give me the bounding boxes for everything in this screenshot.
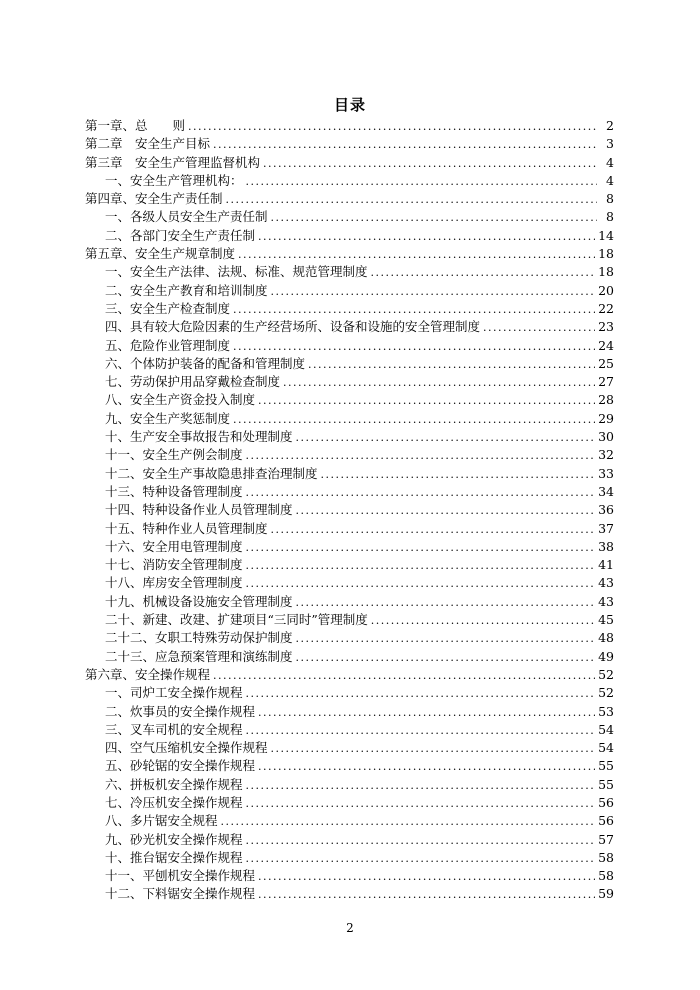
dot-leader: [296, 502, 596, 520]
toc-entry-label: 二十二、女职工特殊劳动保护制度: [105, 630, 293, 646]
toc-entry[interactable]: [85, 172, 614, 190]
toc-entry-label: 十一、平刨机安全操作规程: [105, 868, 256, 884]
dot-leader: [246, 777, 596, 795]
dot-leader: [258, 392, 595, 410]
toc-entry-page: 56: [598, 794, 614, 810]
dot-leader: [271, 283, 596, 301]
dot-leader: [213, 667, 595, 685]
dot-leader: [296, 594, 596, 612]
toc-entry-label: 第五章、安全生产规章制度: [85, 246, 236, 262]
toc-entry-page: 52: [598, 666, 614, 682]
toc-entry-page: 8: [606, 191, 614, 207]
dot-leader: [258, 886, 595, 904]
dot-leader: [483, 319, 595, 337]
toc-entry-page: 52: [598, 685, 614, 701]
dot-leader: [258, 228, 595, 246]
toc-entry[interactable]: [85, 391, 614, 409]
toc-entry[interactable]: [85, 629, 614, 647]
dot-leader: [321, 466, 596, 484]
toc-entry-page: 20: [598, 282, 614, 298]
toc-entry-page: 57: [598, 831, 614, 847]
toc-entry-label: 九、安全生产奖惩制度: [105, 410, 231, 426]
toc-entry[interactable]: [85, 684, 614, 702]
toc-entry-page: 4: [606, 154, 614, 170]
toc-entry-page: 2: [606, 118, 614, 133]
toc-entry-label: 十、生产安全事故报告和处理制度: [105, 429, 293, 445]
toc-entry-label: 九、砂光机安全操作规程: [105, 831, 243, 847]
toc-entry-page: 32: [598, 447, 614, 463]
toc-entry-page: 37: [598, 520, 614, 536]
toc-entry-label: 一、司炉工安全操作规程: [105, 685, 243, 701]
toc-entry-page: 25: [598, 355, 614, 371]
toc-entry[interactable]: [85, 831, 614, 849]
toc-entry-page: 54: [598, 740, 614, 756]
toc-entry-page: 55: [598, 758, 614, 774]
toc-entry-page: 33: [598, 465, 614, 481]
toc-entry-page: 28: [598, 392, 614, 408]
toc-entry-page: 14: [598, 227, 614, 243]
toc-entry-label: 十、推台锯安全操作规程: [105, 849, 243, 865]
toc-entry-label: 三、叉车司机的安全规程: [105, 721, 243, 737]
toc-entry[interactable]: [85, 190, 614, 208]
toc-entry-page: 24: [598, 337, 614, 353]
toc-entry-page: 48: [598, 630, 614, 646]
dot-leader: [371, 612, 595, 630]
toc-entry[interactable]: [85, 593, 614, 611]
dot-leader: [246, 557, 596, 575]
dot-leader: [246, 850, 596, 868]
dot-leader: [296, 630, 596, 648]
toc-entry-label: 三、安全生产检查制度: [105, 300, 231, 316]
toc-entry[interactable]: [85, 885, 614, 903]
toc-entry[interactable]: [85, 483, 614, 501]
toc-entry-label: 第四章、安全生产责任制: [85, 191, 223, 207]
dot-leader: [246, 795, 596, 813]
toc-entry-label: 二十三、应急预案管理和演练制度: [105, 648, 293, 664]
toc-entry[interactable]: [85, 611, 614, 629]
toc-entry[interactable]: [85, 318, 614, 336]
toc-entry-label: 八、安全生产资金投入制度: [105, 392, 256, 408]
toc-entry-page: 29: [598, 410, 614, 426]
toc-entry-label: 六、个体防护装备的配备和管理制度: [105, 355, 306, 371]
toc-entry-label: 五、危险作业管理制度: [105, 337, 231, 353]
toc-entry[interactable]: [85, 263, 614, 281]
toc-entry-page: 59: [598, 886, 614, 902]
toc-entry-label: 八、多片锯安全规程: [105, 813, 218, 829]
dot-leader: [296, 429, 596, 447]
toc-entry[interactable]: [85, 812, 614, 830]
toc-entry[interactable]: [85, 794, 614, 812]
toc-entry-page: 54: [598, 721, 614, 737]
toc-entry-label: 第六章、安全操作规程: [85, 666, 211, 682]
dot-leader: [246, 832, 596, 850]
toc-entry[interactable]: [85, 337, 614, 355]
toc-entry-label: 十一、安全生产例会制度: [105, 447, 243, 463]
toc-entry-page: 36: [598, 502, 614, 518]
dot-leader: [246, 447, 596, 465]
toc-entry[interactable]: [85, 282, 614, 300]
toc-entry-page: 34: [598, 483, 614, 499]
toc-entry[interactable]: [85, 446, 614, 464]
toc-entry-page: 18: [598, 246, 614, 262]
toc-entry-page: 3: [606, 136, 614, 152]
toc-entry[interactable]: [85, 538, 614, 556]
toc-entry-label: 二、安全生产教育和培训制度: [105, 282, 268, 298]
dot-leader: [308, 356, 595, 374]
toc-entry-label: 一、安全生产法律、法规、标准、规范管理制度: [105, 264, 368, 280]
toc-entry-label: 二、各部门安全生产责任制: [105, 227, 256, 243]
dot-leader: [258, 758, 595, 776]
toc-entry[interactable]: [85, 721, 614, 739]
toc-entry-page: 58: [598, 849, 614, 865]
toc-entry[interactable]: [85, 154, 614, 172]
dot-leader: [226, 191, 597, 209]
dot-leader: [213, 136, 597, 154]
dot-leader: [263, 155, 597, 173]
toc-entry[interactable]: [85, 208, 614, 226]
toc-entry-label: 十六、安全用电管理制度: [105, 538, 243, 554]
dot-leader: [233, 338, 595, 356]
toc-entry-label: 十八、库房安全管理制度: [105, 575, 243, 591]
dot-leader: [246, 484, 596, 502]
toc-entry[interactable]: [85, 355, 614, 373]
dot-leader: [271, 209, 597, 227]
toc-entry-page: 43: [598, 593, 614, 609]
toc-entry[interactable]: [85, 501, 614, 519]
toc-entry[interactable]: [85, 757, 614, 775]
toc-entry-label: 二十、新建、改建、扩建项目“三同时”管理制度: [105, 612, 368, 628]
toc-entry-page: 18: [598, 264, 614, 280]
toc-entry-page: 45: [598, 612, 614, 628]
toc-entry[interactable]: [85, 520, 614, 538]
dot-leader: [246, 539, 596, 557]
toc-entry[interactable]: [85, 574, 614, 592]
toc-entry[interactable]: [85, 117, 614, 135]
toc-entry-page: 30: [598, 429, 614, 445]
page-number: 2: [346, 921, 354, 935]
dot-leader: [246, 173, 597, 191]
dot-leader: [371, 264, 596, 282]
toc-entry[interactable]: [85, 867, 614, 885]
toc-entry[interactable]: [85, 135, 614, 153]
toc-entry-page: 49: [598, 648, 614, 664]
toc-entry-label: 七、劳动保护用品穿戴检查制度: [105, 374, 281, 390]
toc-entry[interactable]: [85, 465, 614, 483]
dot-leader: [246, 685, 596, 703]
toc-entry-label: 十二、下料锯安全操作规程: [105, 886, 256, 902]
toc-entry-page: 38: [598, 538, 614, 554]
toc-entry-label: 十七、消防安全管理制度: [105, 557, 243, 573]
dot-leader: [188, 118, 597, 136]
toc-entry-label: 五、砂轮锯的安全操作规程: [105, 758, 256, 774]
toc-entry-label: 十五、特种作业人员管理制度: [105, 520, 268, 536]
toc-entry[interactable]: [85, 410, 614, 428]
dot-leader: [271, 521, 596, 539]
toc-entry-page: 4: [606, 172, 614, 188]
dot-leader: [283, 374, 595, 392]
toc-entry-label: 六、拼板机安全操作规程: [105, 776, 243, 792]
dot-leader: [258, 868, 595, 886]
toc-entry-label: 七、冷压机安全操作规程: [105, 794, 243, 810]
toc-entry-page: 58: [598, 868, 614, 884]
toc-entry[interactable]: [85, 227, 614, 245]
toc-entry-label: 二、炊事员的安全操作规程: [105, 703, 256, 719]
toc-entry[interactable]: [85, 666, 614, 684]
toc-entry-label: 第一章、总 则: [85, 118, 186, 133]
dot-leader: [246, 575, 596, 593]
toc-entry[interactable]: [85, 703, 614, 721]
toc-entry-page: 43: [598, 575, 614, 591]
dot-leader: [246, 722, 596, 740]
toc-entry[interactable]: [85, 373, 614, 391]
toc-entry[interactable]: [85, 300, 614, 318]
dot-leader: [296, 649, 596, 667]
toc-entry[interactable]: [85, 648, 614, 666]
toc-entry-label: 第三章 安全生产管理监督机构: [85, 154, 261, 170]
toc-entry-page: 23: [598, 319, 614, 335]
toc-entry-page: 27: [598, 374, 614, 390]
toc-entry-label: 第二章 安全生产目标: [85, 136, 211, 152]
dot-leader: [238, 246, 595, 264]
toc-entry[interactable]: [85, 739, 614, 757]
toc-entry-label: 十九、机械设备设施安全管理制度: [105, 593, 293, 609]
dot-leader: [258, 704, 595, 722]
toc-entry-label: 十三、特种设备管理制度: [105, 483, 243, 499]
toc-entry-label: 一、各级人员安全生产责任制: [105, 209, 268, 225]
toc-entry[interactable]: [85, 849, 614, 867]
toc-entry-label: 四、空气压缩机安全操作规程: [105, 740, 268, 756]
toc-entry-page: 41: [598, 557, 614, 573]
toc-entry-page: 8: [606, 209, 614, 225]
table-of-contents: [85, 117, 614, 904]
toc-entry-page: 56: [598, 813, 614, 829]
dot-leader: [233, 411, 595, 429]
toc-entry-page: 22: [598, 300, 614, 316]
toc-entry-page: 55: [598, 776, 614, 792]
toc-entry-label: 四、具有较大危险因素的生产经营场所、设备和设施的安全管理制度: [105, 319, 481, 335]
toc-entry-label: 十四、特种设备作业人员管理制度: [105, 502, 293, 518]
page-title: 目录: [333, 96, 366, 114]
toc-entry[interactable]: [85, 245, 614, 263]
toc-entry-label: 一、安全生产管理机构：: [105, 172, 243, 188]
toc-entry-page: 53: [598, 703, 614, 719]
toc-entry-label: 十二、安全生产事故隐患排查治理制度: [105, 465, 318, 481]
dot-leader: [271, 740, 596, 758]
toc-entry[interactable]: [85, 776, 614, 794]
toc-entry[interactable]: [85, 556, 614, 574]
dot-leader: [221, 813, 596, 831]
dot-leader: [233, 301, 595, 319]
toc-entry[interactable]: [85, 428, 614, 446]
